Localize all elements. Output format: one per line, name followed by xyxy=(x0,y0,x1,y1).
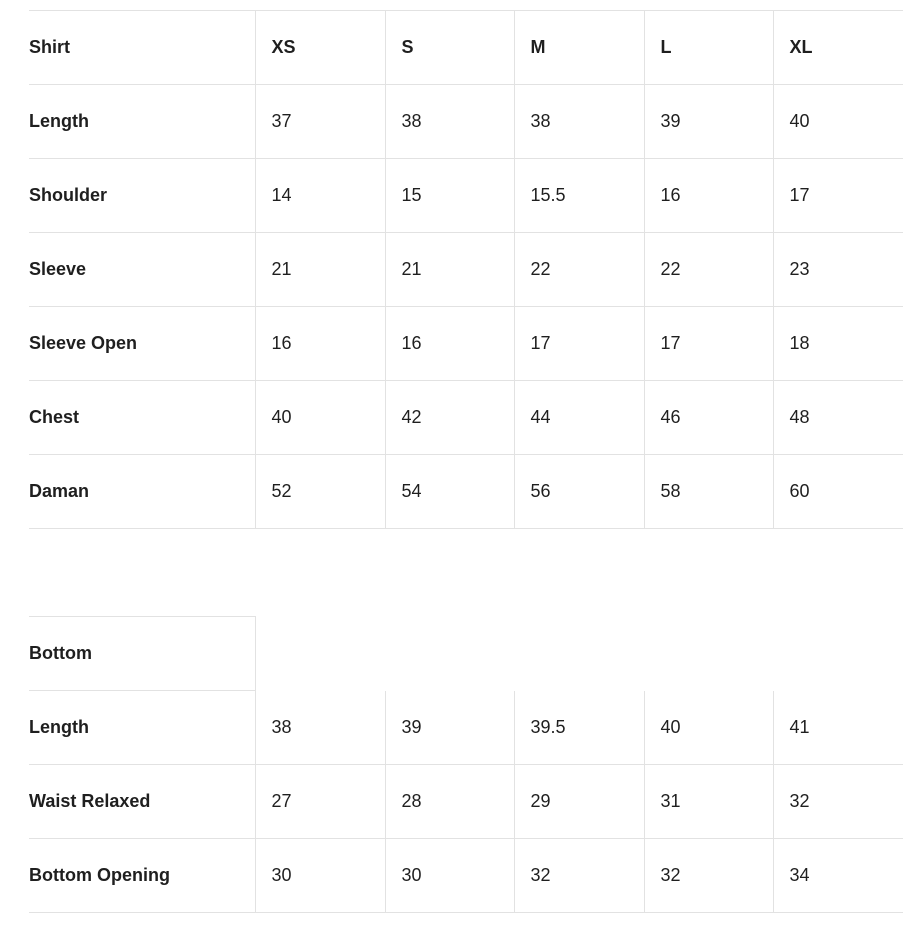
table-cell: 18 xyxy=(773,307,903,381)
table-cell: 46 xyxy=(644,381,773,455)
table-cell: 32 xyxy=(514,839,644,913)
size-header-m: M xyxy=(514,11,644,85)
table-cell: 60 xyxy=(773,455,903,529)
table-cell: 31 xyxy=(644,765,773,839)
size-header-s: S xyxy=(385,11,514,85)
row-label: Sleeve Open xyxy=(29,307,255,381)
table-cell: 27 xyxy=(255,765,385,839)
table-cell: 30 xyxy=(385,839,514,913)
table-cell: 32 xyxy=(644,839,773,913)
table-cell: 16 xyxy=(644,159,773,233)
table-cell: 29 xyxy=(514,765,644,839)
shirt-header-row xyxy=(29,11,903,85)
table-cell: 32 xyxy=(773,765,903,839)
row-label: Length xyxy=(29,85,255,159)
table-cell: 17 xyxy=(644,307,773,381)
table-cell: 22 xyxy=(514,233,644,307)
table-cell: 37 xyxy=(255,85,385,159)
table-cell: 56 xyxy=(514,455,644,529)
size-header-xs: XS xyxy=(255,11,385,85)
table-cell: 21 xyxy=(385,233,514,307)
bottom-header-row xyxy=(29,617,903,691)
table-cell: 44 xyxy=(514,381,644,455)
size-header-l: L xyxy=(644,11,773,85)
row-label: Shoulder xyxy=(29,159,255,233)
table-cell: 52 xyxy=(255,455,385,529)
table-cell: 39 xyxy=(385,691,514,765)
table-row xyxy=(29,233,903,307)
table-cell: 22 xyxy=(644,233,773,307)
table-cell: 30 xyxy=(255,839,385,913)
row-label: Length xyxy=(29,691,255,765)
shirt-size-table xyxy=(29,10,903,529)
table-row xyxy=(29,307,903,381)
table-cell: 38 xyxy=(514,85,644,159)
table-cell: 34 xyxy=(773,839,903,913)
table-cell: 40 xyxy=(644,691,773,765)
table-cell: 54 xyxy=(385,455,514,529)
row-label: Bottom Opening xyxy=(29,839,255,913)
shirt-table-title: Shirt xyxy=(29,11,255,85)
row-label: Sleeve xyxy=(29,233,255,307)
row-label: Chest xyxy=(29,381,255,455)
bottom-table-title: Bottom xyxy=(29,617,255,691)
table-cell: 39.5 xyxy=(514,691,644,765)
table-cell: 15.5 xyxy=(514,159,644,233)
table-cell: 23 xyxy=(773,233,903,307)
table-row xyxy=(29,839,903,913)
table-cell: 58 xyxy=(644,455,773,529)
table-cell: 48 xyxy=(773,381,903,455)
table-cell: 17 xyxy=(773,159,903,233)
table-cell: 16 xyxy=(385,307,514,381)
table-row xyxy=(29,691,903,765)
empty-header-cell xyxy=(255,617,903,691)
row-label: Daman xyxy=(29,455,255,529)
table-cell: 14 xyxy=(255,159,385,233)
table-row xyxy=(29,159,903,233)
table-cell: 15 xyxy=(385,159,514,233)
table-cell: 38 xyxy=(255,691,385,765)
table-cell: 21 xyxy=(255,233,385,307)
table-cell: 40 xyxy=(255,381,385,455)
table-cell: 16 xyxy=(255,307,385,381)
table-cell: 17 xyxy=(514,307,644,381)
table-cell: 38 xyxy=(385,85,514,159)
size-header-xl: XL xyxy=(773,11,903,85)
table-row xyxy=(29,455,903,529)
table-cell: 41 xyxy=(773,691,903,765)
table-cell: 39 xyxy=(644,85,773,159)
row-label: Waist Relaxed xyxy=(29,765,255,839)
bottom-size-table xyxy=(29,616,903,913)
table-cell: 28 xyxy=(385,765,514,839)
table-row xyxy=(29,85,903,159)
table-row xyxy=(29,381,903,455)
table-row xyxy=(29,765,903,839)
table-cell: 40 xyxy=(773,85,903,159)
table-cell: 42 xyxy=(385,381,514,455)
